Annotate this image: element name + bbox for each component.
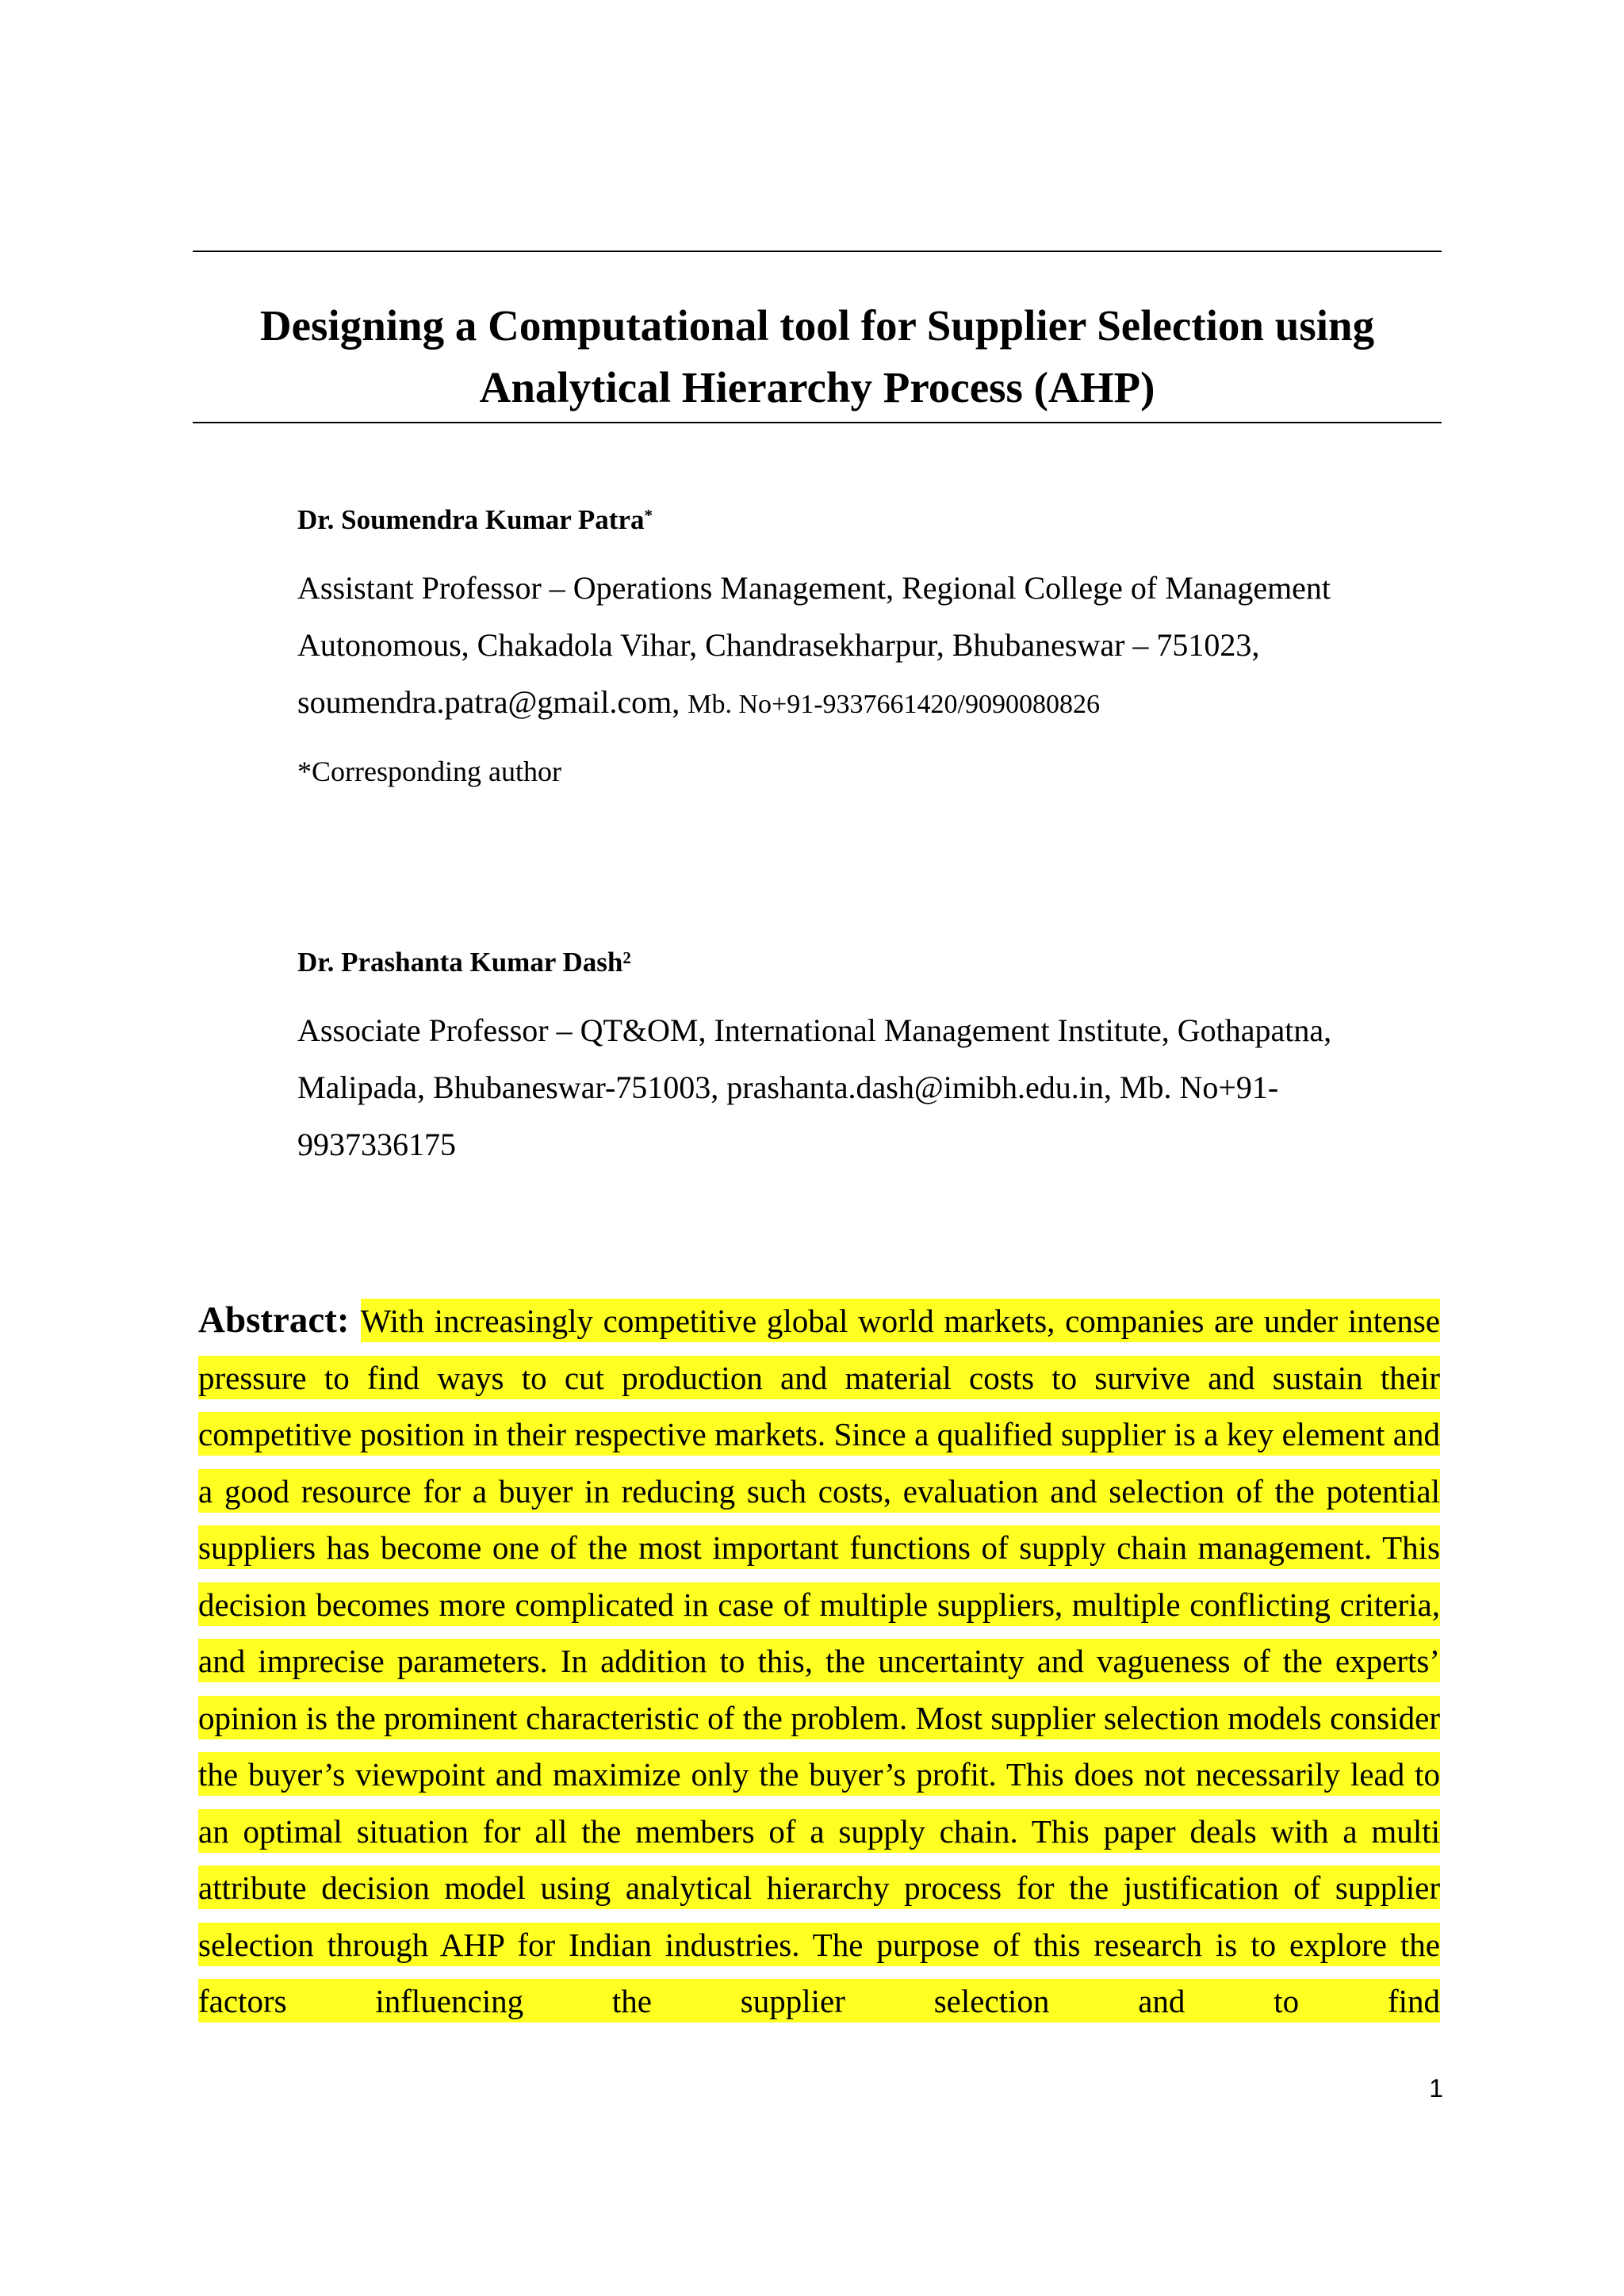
author-2-affiliation [297,1002,1455,1173]
author-2-name [297,943,1455,982]
author-1-email: soumendra.patra@gmail.com, [297,684,680,720]
author-1-affiliation-line-2: Autonomous, Chakadola Vihar, Chandrasekharpur, Bhubaneswar – 751023, [297,627,1260,663]
author-2-marker: 2 [622,948,631,967]
author-2-name-text: Dr. Prashanta Kumar Dash [297,947,623,978]
author-1-affiliation [297,560,1455,733]
abstract-text: With increasingly competitive global world markets, companies are under intense pressure to find ways to cut production and material costs to survive and sustain their competitive position in their respective markets. Since a qualified supplier is a key element and a good resource for a buyer in reducing such costs, evaluation and selection of the potential suppliers has become one of the most important functions of supply chain management. This decision becomes more complicated in case of multiple suppliers, multiple conflicting criteria, and imprecise parameters. In addition to this, the uncertainty and vagueness of the experts’ opinion is the prominent characteristic of the problem. Most supplier selection models consider the buyer’s viewpoint and maximize only the buyer’s profit. This does not necessarily lead to an optimal situation for all the members of a supply chain. This paper deals with a multi attribute decision model using analytical hierarchy process for the justification of supplier selection through AHP for Indian industries. The purpose of this research is to explore the factors influencing the supplier selection and to find [198,1299,1440,2022]
author-2-affiliation-line-3: 9937336175 [297,1127,456,1162]
paper-title-line-1: Designing a Computational tool for Supplier Selection using [259,301,1375,350]
corresponding-author-note: *Corresponding author [297,756,561,787]
author-2-affiliation-line-1: Associate Professor – QT&OM, International Management Institute, Gothapatna, [297,1012,1332,1048]
author-2-affiliation-line-2: Malipada, Bhubaneswar-751003, prashanta.dash@imibh.edu.in, Mb. No+91- [297,1070,1279,1105]
title-top-rule [193,251,1442,252]
paper-title-line-2: Analytical Hierarchy Process (AHP) [479,363,1155,411]
author-1-affiliation-line-1: Assistant Professor – Operations Management, Regional College of Management [297,570,1331,606]
abstract-paragraph [198,1292,1440,2030]
author-1-phone: Mb. No+91-9337661420/9090080826 [688,690,1100,719]
author-1-block [297,501,1455,790]
title-bottom-rule [193,422,1442,423]
author-2-block [297,943,1455,1173]
page-number: 1 [1429,2074,1443,2103]
abstract-label: Abstract: [198,1299,350,1341]
author-1-name [297,501,1455,539]
paper-title [193,295,1442,419]
author-1-marker: * [644,506,653,525]
author-1-name-text: Dr. Soumendra Kumar Patra [297,504,645,535]
author-1-contact [297,674,1455,733]
